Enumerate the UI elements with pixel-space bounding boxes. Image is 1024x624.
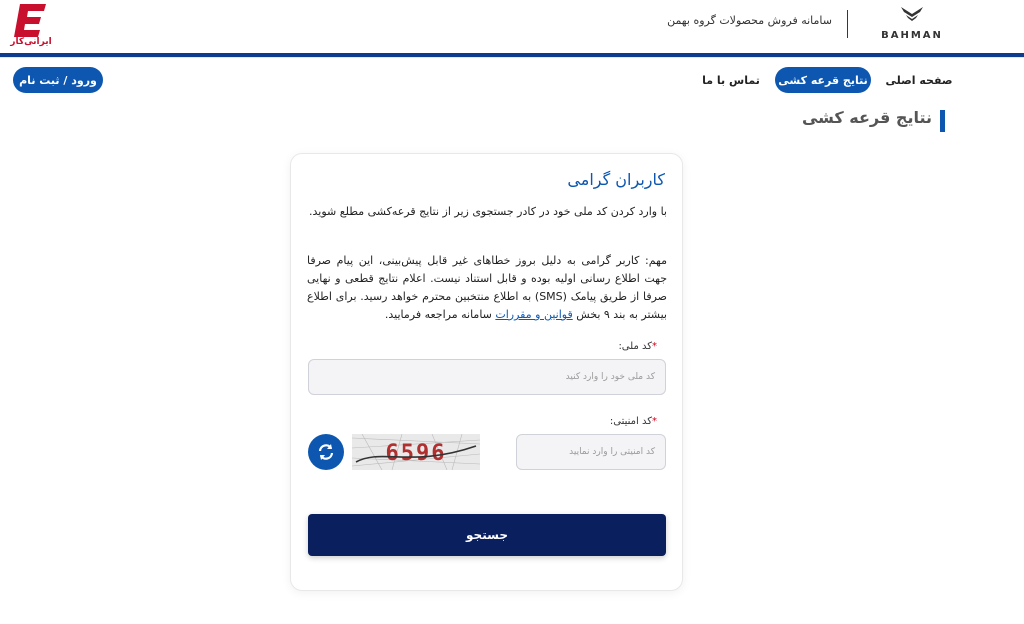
page-title: نتایج قرعه کشی bbox=[801, 108, 932, 127]
search-button[interactable]: جستجو bbox=[308, 514, 666, 556]
required-asterisk: * bbox=[652, 416, 657, 427]
nav-item-lottery-results[interactable]: نتایج قرعه کشی bbox=[775, 67, 871, 93]
refresh-icon bbox=[316, 442, 336, 462]
nav-item-home[interactable]: صفحه اصلی bbox=[885, 73, 953, 87]
site-header bbox=[0, 0, 1024, 54]
login-register-button[interactable]: ورود / ثبت نام bbox=[13, 67, 103, 93]
security-code-label-text: کد امنیتی: bbox=[609, 416, 652, 427]
lottery-search-card bbox=[290, 153, 683, 591]
notice-text-start: مهم: کاربر گرامی به دلیل بروز خطاهای غیر قابل پیش‌بینی، این پیام صرفا جهت اطلاع رسانی اولیه بوده و قابل استناد نیست. اعلام نتایج قطعی و نهایی صرفا از طریق پیامک (SMS) به اطلاع منتخبین محترم خواهد رسید. برای اطلاع بیشتر به بند ۹ بخش bbox=[307, 254, 667, 321]
iranikar-logo-text: ایرانی‌کار bbox=[10, 37, 52, 47]
security-code-input[interactable]: کد امنیتی را وارد نمایید bbox=[516, 434, 666, 470]
card-notice-text bbox=[307, 252, 667, 324]
required-asterisk: * bbox=[652, 341, 657, 352]
captcha-image bbox=[352, 434, 480, 470]
national-code-label-text: کد ملی: bbox=[618, 341, 652, 352]
bahman-logo[interactable] bbox=[872, 4, 952, 44]
header-divider bbox=[847, 10, 848, 38]
captcha-text: 6596 bbox=[385, 441, 447, 466]
bahman-logo-icon bbox=[900, 6, 924, 22]
notice-text-end: سامانه مراجعه فرمایید. bbox=[384, 308, 496, 321]
page-title-accent bbox=[940, 110, 945, 132]
nav-item-contact[interactable]: تماس با ما bbox=[702, 73, 760, 87]
refresh-captcha-button[interactable] bbox=[308, 434, 344, 470]
header-divider-line bbox=[0, 57, 1024, 58]
rules-link[interactable]: قوانین و مقررات bbox=[495, 308, 573, 321]
security-code-label bbox=[541, 416, 657, 427]
national-code-input[interactable]: کد ملی خود را وارد کنید bbox=[308, 359, 666, 395]
card-title: کاربران گرامی bbox=[567, 170, 665, 189]
card-intro-text: با وارد کردن کد ملی خود در کادر جستجوی زیر از نتایج قرعه‌کشی مطلع شوید. bbox=[308, 205, 667, 218]
header-title: سامانه فروش محصولات گروه بهمن bbox=[667, 14, 832, 27]
bahman-logo-text: BAHMAN bbox=[881, 30, 943, 41]
main-nav bbox=[0, 66, 1024, 94]
national-code-label bbox=[541, 341, 657, 352]
